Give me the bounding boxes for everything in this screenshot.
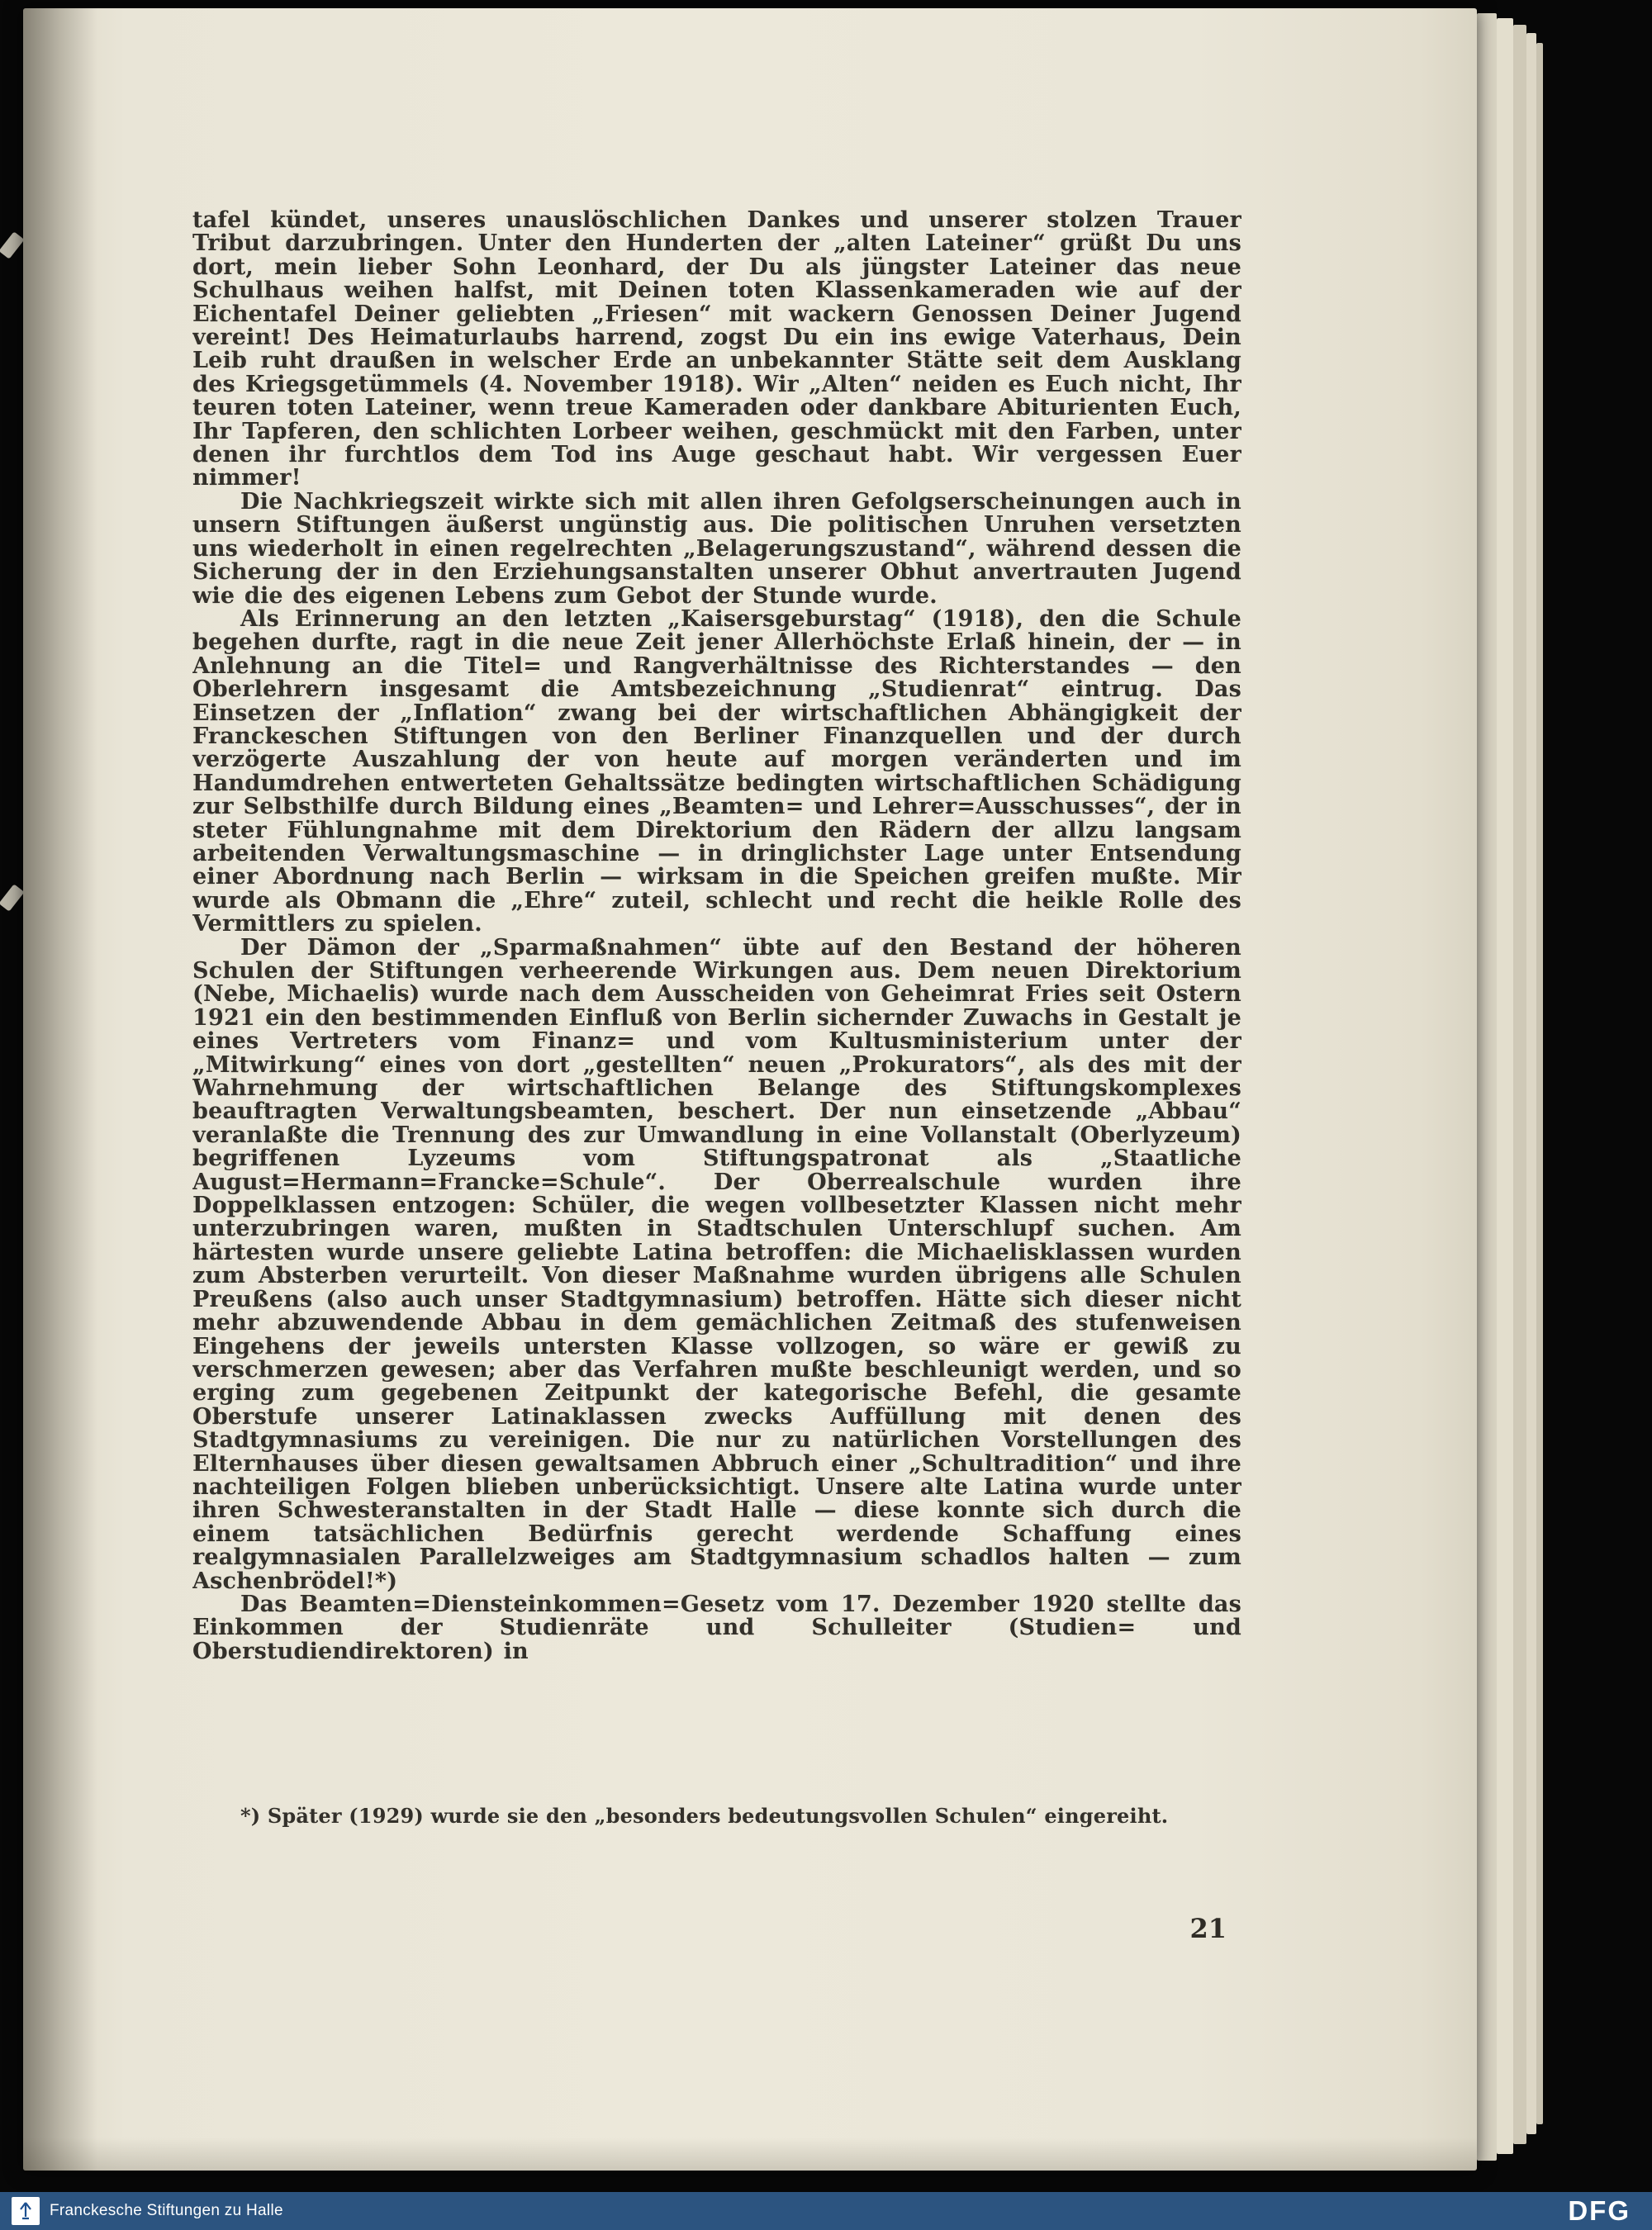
footnote: *) Später (1929) wurde sie den „besonders bedeutungsvollen Schulen“ eingereiht. <box>240 1804 1169 1828</box>
gutter-shadow <box>23 8 97 2171</box>
binding-stitch <box>0 231 25 259</box>
dfg-logo: DFG <box>1568 2195 1631 2226</box>
book-page <box>23 8 1477 2171</box>
body-paragraph: tafel kündet, unseres unauslöschlichen Dankes und unserer stolzen Trauer Tribut darzubringen. Unter den Hunderten der „alten Lateiner“ grüßt Du uns dort, mein lieber Sohn Leonhard, der Du als jüngster Lateiner das neue Schulhaus weihen halfst, mit Deinen toten Klassenkameraden wie auf der Eichentafel Deiner geliebten „Friesen“ mit wackern Genossen Deiner Jugend vereint! Des Heimaturlaubs harrend, zogst Du ein ins ewige Vaterhaus, Dein Leib ruht draußen in welscher Erde an unbekannter Stätte seit dem Ausklang des Kriegsgetümmels (4. November 1918). Wir „Alten“ neiden es Euch nicht, Ihr teuren toten Lateiner, wenn treue Kameraden oder dankbare Abiturienten Euch, Ihr Tapferen, den schlichten Lorbeer weihen, geschmückt mit den Farben, unter denen ihr furchtlos dem Tod ins Auge geschaut habt. Wir vergessen Euer nimmer! <box>192 209 1241 491</box>
viewer-footer-bar <box>0 2192 1652 2230</box>
body-paragraph: Der Dämon der „Sparmaßnahmen“ übte auf den Bestand der höheren Schulen der Stiftungen verheerende Wirkungen aus. Dem neuen Direktorium (Nebe, Michaelis) wurde nach dem Ausscheiden von Geheimrat Fries seit Ostern 1921 ein den bestimmenden Einfluß von Berlin sichernder Zuwachs in Gestalt je eines Vertreters vom Finanz= und vom Kultusministerium unter der „Mitwirkung“ eines von dort „gestellten“ neuen „Prokurators“, als des mit der Wahrnehmung der wirtschaftlichen Belange des Stiftungskomplexes beauftragten Verwaltungsbeamten, beschert. Der nun einsetzende „Abbau“ veranlaßte die Trennung des zur Umwandlung in eine Vollanstalt (Oberlyzeum) begriffenen Lyzeums vom Stiftungspatronat als „Staatliche August=Hermann=Francke=Schule“. Der Oberrealschule wurden ihre Doppelklassen entzogen: Schüler, die wegen vollbesetzter Klassen nicht mehr unterzubringen waren, mußten in Stadtschulen Unterschlupf suchen. Am härtesten wurde unsere geliebte Latina betroffen: die Michaelisklassen wurden zum Absterben verurteilt. Von dieser Maßnahme wurden übrigens alle Schulen Preußens (also auch unser Stadtgymnasium) betroffen. Hätte sich dieser nicht mehr abzuwendende Abbau in dem gemächlichen Zeitmaß des stufenweisen Eingehens der jeweils untersten Klasse vollzogen, so wäre er gewiß zu verschmerzen gewesen; aber das Verfahren mußte beschleunigt werden, und so erging zum gegebenen Zeitpunkt der kategorische Befehl, die gesamte Oberstufe unserer Latinaklassen zwecks Auffüllung mit denen des Stadtgymnasiums zu vereinigen. Die nur zu natürlichen Vorstellungen des Elternhauses über diesen gewaltsamen Abbruch einer „Schultradition“ und ihre nachteiligen Folgen blieben unberücksichtigt. Unsere alte Latina wurde unter ihren Schwesteranstalten in der Stadt Halle — diese konnte sich durch die einem tatsächlichen Bedürfnis gerecht werdende Schaffung eines realgymnasialen Parallelzweiges am Stadtgymnasium schadlos halten — zum Aschenbrödel!*) <box>192 934 1241 1594</box>
body-paragraph: Als Erinnerung an den letzten „Kaisersgeburstag“ (1918), den die Schule begehen durfte, ragt in die neue Zeit jener Allerhöchste Erlaß hinein, der — in Anlehnung an die Titel= und Rangverhältnisse des Richterstandes — den Oberlehrern insgesamt die Amtsbezeichnung „Studienrat“ eintrug. Das Einsetzen der „Inflation“ zwang bei der wirtschaftlichen Abhängigkeit der Franckeschen Stiftungen von den Berliner Finanzquellen und der durch verzögerte Auszahlung der von heute auf morgen veränderten und im Handumdrehen entwerteten Gehaltssätze bedingten wirtschaftlichen Schädigung zur Selbsthilfe durch Bildung eines „Beamten= und Lehrer=Ausschusses“, der in steter Fühlungnahme mit dem Direktorium den Rädern der allzu langsam arbeitenden Verwaltungsmaschine — in dringlichster Lage unter Entsendung einer Abordnung nach Berlin — wirksam in die Speichen greifen mußte. Mir wurde als Obmann die „Ehre“ zuteil, schlecht und recht die heikle Rolle des Vermittlers zu spielen. <box>192 605 1241 937</box>
page-stack-edge <box>1497 18 1513 2154</box>
body-paragraph: Die Nachkriegszeit wirkte sich mit allen ihren Gefolgserscheinungen auch in unsern Stiftungen äußerst ungünstig aus. Die politischen Unruhen versetzten uns wiederholt in einen regelrechten „Belagerungszustand“, während dessen die Sicherung der in den Erziehungsanstalten unserer Obhut anvertrauten Jugend wie die des eigenen Lebens zum Gebot der Stunde wurde. <box>192 488 1241 609</box>
page-bottom-shade <box>23 2137 1477 2171</box>
page-stack-edge <box>1526 33 1536 2134</box>
francke-foundations-logo-icon <box>12 2197 40 2225</box>
page-stack-edge <box>1536 43 1543 2124</box>
page-stack-edge <box>1477 13 1497 2161</box>
page-number: 21 <box>1189 1913 1227 1944</box>
library-name-label: Franckesche Stiftungen zu Halle <box>50 2202 283 2219</box>
body-paragraph: Das Beamten=Diensteinkommen=Gesetz vom 17. Dezember 1920 stellte das Einkommen der Studienräte und Schulleiter (Studien= und Oberstudiendirektoren) in <box>192 1591 1241 1664</box>
page-text-block <box>192 209 1241 1786</box>
binding-stitch <box>0 884 25 911</box>
page-stack-edge <box>1513 25 1526 2144</box>
